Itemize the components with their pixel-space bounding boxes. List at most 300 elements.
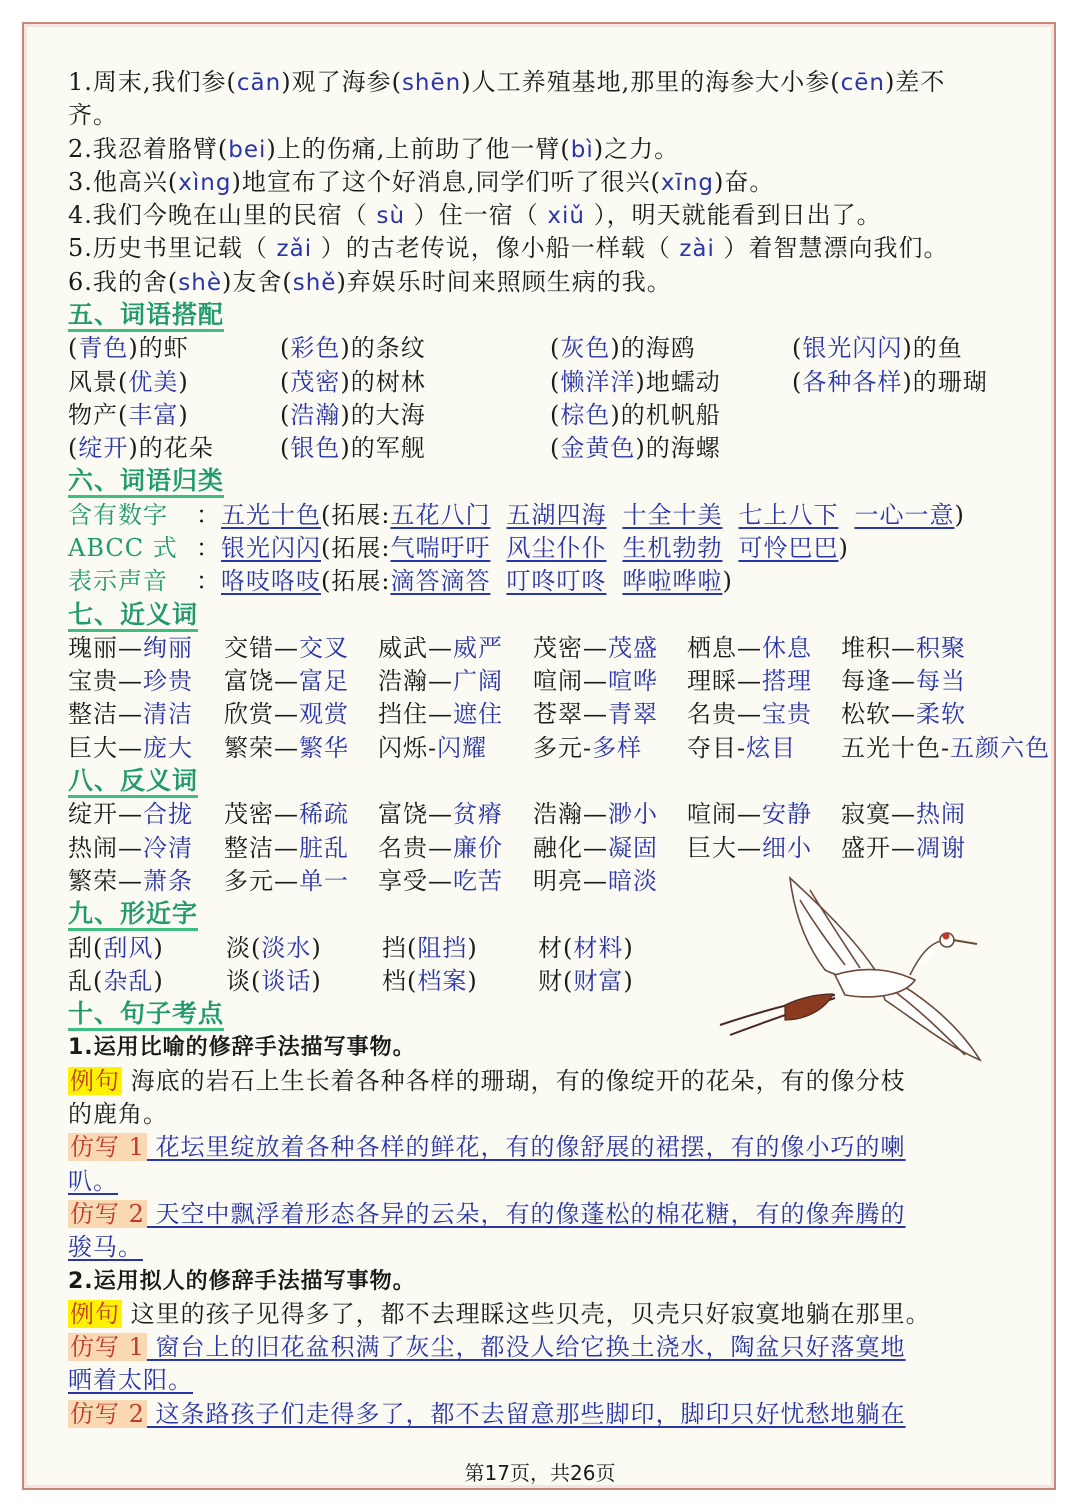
word-right: 积聚 (916, 633, 966, 662)
word-left: 苍翠— (533, 700, 608, 729)
char-text: ) (467, 966, 478, 995)
word-right: 吃苦 (453, 866, 503, 895)
match-text: ( (550, 400, 561, 429)
word-right: 绚丽 (143, 633, 193, 662)
match-answer: 灰色 (560, 334, 611, 363)
word-left: 每逢— (841, 667, 916, 696)
word-pair (533, 632, 658, 665)
word-left: 喧闹— (533, 667, 608, 696)
char-word: 刮风 (103, 933, 154, 962)
word-left: 繁荣— (224, 733, 299, 762)
word-pair (533, 698, 658, 731)
imitation-text: 这条路孩子们走得多了，都不去留意那些脚印，脚印只好忧愁地躺在 (146, 1399, 906, 1428)
sentence-text: )上的伤痛,上前助了他一臂( (266, 134, 571, 163)
word-right: 细小 (762, 833, 812, 862)
page-number: 第17页，共26页 (464, 1461, 616, 1485)
sentence-text: )差不 (884, 68, 946, 96)
word-right: 威严 (453, 633, 503, 662)
pinyin: bì (570, 136, 594, 163)
section-6-title: 六、词语归类 (68, 467, 224, 498)
match-text: ( (280, 334, 291, 363)
word-right: 珍贵 (143, 667, 193, 696)
category-main-word: 咯吱咯吱 (221, 567, 321, 596)
section-7-title-row (68, 599, 1018, 632)
match-text: )的机帆船 (610, 400, 721, 429)
extend-word: 七上八下 (738, 500, 839, 529)
synonym-grid (68, 632, 1051, 765)
pinyin: sù (376, 203, 406, 230)
match-text: ( (68, 434, 79, 463)
extend-label: (拓展: (321, 500, 391, 529)
word-left: 融化— (533, 833, 608, 862)
word-match-item (550, 432, 721, 465)
sentence-text: )人工养殖基地,那里的海参大小参( (461, 68, 841, 96)
match-answer: 优美 (128, 367, 179, 396)
match-text: )的虾 (128, 334, 189, 363)
match-answer: 银光闪闪 (802, 334, 903, 363)
char-text: ) (623, 933, 634, 962)
similar-char-item (538, 932, 634, 965)
word-match-item (792, 332, 963, 365)
word-pair (224, 698, 349, 731)
sentence-text: )奋。 (714, 167, 775, 196)
match-text: )的花朵 (128, 434, 214, 463)
word-right: 脏乱 (299, 833, 349, 862)
word-left: 热闹— (68, 833, 143, 862)
char-text: ) (623, 966, 634, 995)
word-left: 瑰丽— (68, 633, 143, 662)
sentence-text: 1.周末,我们参( (68, 68, 237, 96)
word-pair (378, 798, 503, 831)
word-right: 茂盛 (608, 633, 658, 662)
char-word: 淡水 (261, 933, 312, 962)
sentence-text: 3.他高兴( (68, 167, 179, 196)
extend-word: 十全十美 (622, 500, 723, 529)
example-tag: 例句 (70, 1066, 120, 1095)
char-text: 档( (382, 966, 418, 995)
colon: ： (196, 533, 221, 562)
match-text: )的军舰 (340, 434, 426, 463)
word-left: 绽开— (68, 800, 143, 829)
word-match-item (550, 366, 721, 399)
word-left: 欣赏— (224, 700, 299, 729)
similar-char-item (226, 965, 322, 998)
word-left: 享受— (378, 866, 453, 895)
pinyin: shè (178, 269, 222, 296)
word-left: 交错— (224, 633, 299, 662)
polyphone-line (68, 166, 1018, 199)
example-sentence-1-cont: 的鹿角。 (68, 1100, 168, 1129)
match-text: )的树林 (340, 367, 426, 396)
word-left: 富饶— (378, 800, 453, 829)
match-answer: 茂密 (290, 367, 341, 396)
sentence-text: ）的古老传说，像小船一样载（ (312, 234, 680, 263)
word-right: 炫目 (746, 733, 797, 762)
word-left: 茂密— (224, 800, 299, 829)
char-text: 谈( (226, 966, 262, 995)
word-pair (68, 832, 193, 865)
match-text: 风景( (68, 367, 129, 396)
extend-close: ) (722, 567, 733, 596)
sentence-text: )友舍( (221, 267, 293, 296)
category-label: 含有数字 (68, 500, 168, 529)
word-pair-row (68, 698, 1018, 731)
word-left: 夺目- (687, 733, 747, 762)
word-right: 清洁 (143, 700, 193, 729)
match-text: )的珊瑚 (902, 367, 988, 396)
example-tag: 例句 (70, 1299, 120, 1328)
polyphone-section (68, 66, 1018, 299)
word-pair (841, 698, 966, 731)
polyphone-line (68, 133, 1018, 166)
char-text: ) (467, 933, 478, 962)
rhetoric-heading-2: 2.运用拟人的修辞手法描写事物。 (68, 1268, 416, 1294)
section-10-title: 十、句子考点 (68, 1000, 224, 1031)
word-left: 整洁— (68, 700, 143, 729)
word-pair (687, 632, 812, 665)
section-5-title: 五、词语搭配 (68, 301, 224, 332)
word-match-item (792, 366, 988, 399)
match-text: ( (280, 367, 291, 396)
word-match-item (280, 332, 426, 365)
match-answer: 各种各样 (802, 367, 903, 396)
word-left: 五光十色- (841, 733, 951, 762)
example-sentence-2 (68, 1298, 1018, 1331)
word-pair (224, 832, 349, 865)
char-text: 挡( (382, 933, 418, 962)
pinyin: zǎi (276, 236, 313, 263)
word-left: 浩瀚— (378, 667, 453, 696)
word-pair (378, 665, 503, 698)
word-right: 暗淡 (608, 866, 658, 895)
char-word: 阻挡 (417, 933, 468, 962)
match-text: )地蠕动 (635, 367, 721, 396)
sentence-text: ），明天就能看到日出了。 (584, 201, 882, 230)
polyphone-line (68, 266, 1018, 299)
page-content (68, 66, 1051, 1431)
word-match-item (550, 399, 721, 432)
imitation-1-2-cont (68, 1231, 1018, 1264)
char-word: 档案 (417, 966, 468, 995)
polyphone-line (68, 66, 1018, 99)
word-pair (224, 732, 349, 765)
word-right: 休息 (762, 633, 812, 662)
word-pair (68, 665, 193, 698)
imitation-text: 叭。 (68, 1166, 118, 1195)
imitation-1-1 (68, 1131, 1018, 1164)
word-right: 热闹 (916, 800, 966, 829)
pinyin: cān (236, 70, 282, 96)
word-right: 广阔 (453, 667, 503, 696)
category-row (68, 499, 1018, 532)
extend-word: 五花八门 (390, 500, 491, 529)
extend-close: ) (954, 500, 965, 529)
word-pair (68, 632, 193, 665)
word-pair-row (68, 732, 1051, 765)
word-left: 多元- (533, 733, 593, 762)
word-pair (687, 665, 812, 698)
similar-char-item (226, 932, 322, 965)
match-answer: 银色 (290, 434, 341, 463)
match-text: )的海螺 (635, 434, 721, 463)
match-answer: 丰富 (128, 400, 179, 429)
char-text: ) (311, 966, 322, 995)
word-left: 挡住— (378, 700, 453, 729)
word-pair (378, 632, 503, 665)
sentence-text: ）住一宿（ (405, 201, 548, 230)
similar-char-item (68, 965, 164, 998)
word-pair (841, 832, 966, 865)
sentence-text: 齐。 (68, 101, 118, 130)
word-pair (68, 865, 193, 898)
word-right: 五颜六色 (950, 733, 1051, 762)
word-match-item (280, 399, 426, 432)
char-text: 乱( (68, 966, 104, 995)
word-left: 明亮— (533, 866, 608, 895)
word-right: 萧条 (143, 866, 193, 895)
word-match-item (280, 366, 426, 399)
word-right: 观赏 (299, 700, 349, 729)
word-pair (68, 698, 193, 731)
match-text: ( (280, 434, 291, 463)
imitation-tag: 仿写 2 (70, 1399, 145, 1428)
sentence-text: )之力。 (593, 134, 680, 163)
colon: ： (196, 567, 221, 596)
word-pair-row (68, 632, 1018, 665)
char-text: ) (153, 966, 164, 995)
word-pair (224, 632, 349, 665)
sentence-text: 6.我的舍( (68, 267, 179, 296)
imitation-tag: 仿写 1 (70, 1333, 145, 1362)
match-text: ( (550, 367, 561, 396)
word-left: 宝贵— (68, 667, 143, 696)
similar-char-item (382, 965, 478, 998)
imitation-1-1-cont (68, 1165, 1018, 1198)
match-text: ( (550, 434, 561, 463)
example-text: 这里的孩子见得多了，都不去理睬这些贝壳，贝壳只好寂寞地躺在那里。 (122, 1299, 931, 1328)
word-left: 堆积— (841, 633, 916, 662)
word-right: 凝固 (608, 833, 658, 862)
word-match-item (550, 332, 696, 365)
extend-word: 气喘吁吁 (390, 533, 491, 562)
word-pair (68, 798, 193, 831)
word-left: 多元— (224, 866, 299, 895)
pinyin: zài (679, 236, 715, 263)
match-answer: 金黄色 (560, 434, 636, 463)
polyphone-line (68, 199, 1018, 232)
word-right: 喧哗 (608, 667, 658, 696)
word-match-grid (68, 332, 1018, 465)
word-match-item (68, 332, 189, 365)
char-text: 刮( (68, 933, 104, 962)
match-answer: 棕色 (560, 400, 611, 429)
word-category-list (68, 499, 1018, 599)
word-match-item (68, 366, 189, 399)
crane-illustration (715, 870, 1015, 1070)
extend-word: 叮咚叮咚 (506, 567, 607, 596)
pinyin: xìng (178, 169, 232, 196)
word-right: 宝贵 (762, 700, 812, 729)
match-text: ( (792, 367, 803, 396)
word-pair (224, 798, 349, 831)
word-right: 凋谢 (916, 833, 966, 862)
word-pair (378, 698, 503, 731)
section-9-title: 九、形近字 (68, 900, 198, 931)
sentence-text: )观了海参( (281, 68, 402, 96)
pinyin: shě (292, 269, 337, 296)
similar-char-item (538, 965, 634, 998)
word-right: 贫瘠 (453, 800, 503, 829)
imitation-2-1-cont (68, 1364, 1018, 1397)
pinyin: xīng (660, 169, 714, 196)
match-text: )的条纹 (340, 334, 426, 363)
char-text: ) (153, 933, 164, 962)
word-pair (841, 632, 966, 665)
imitation-tag: 仿写 1 (70, 1133, 145, 1162)
similar-char-item (382, 932, 478, 965)
extend-word: 可怜巴巴 (738, 533, 839, 562)
imitation-text: 天空中飘浮着形态各异的云朵，有的像蓬松的棉花糖，有的像奔腾的 (146, 1199, 906, 1228)
extend-label: (拓展: (321, 533, 391, 562)
extend-close: ) (838, 533, 849, 562)
word-left: 盛开— (841, 833, 916, 862)
word-right: 庞大 (143, 733, 193, 762)
sentence-text: )弃娱乐时间来照顾生病的我。 (336, 267, 672, 296)
word-right: 青翠 (608, 700, 658, 729)
match-answer: 青色 (78, 334, 129, 363)
word-pair (533, 832, 658, 865)
rhetoric-heading-1: 1.运用比喻的修辞手法描写事物。 (68, 1035, 416, 1061)
word-match-item (68, 432, 214, 465)
char-text: 财( (538, 966, 574, 995)
imitation-2-2 (68, 1398, 1018, 1431)
match-text: ( (792, 334, 803, 363)
word-left: 茂密— (533, 633, 608, 662)
word-left: 整洁— (224, 833, 299, 862)
word-left: 栖息— (687, 633, 762, 662)
match-text: 物产( (68, 400, 129, 429)
match-answer: 绽开 (78, 434, 129, 463)
word-right: 冷清 (143, 833, 193, 862)
char-word: 谈话 (261, 966, 312, 995)
match-text: ( (68, 334, 79, 363)
word-right: 安静 (762, 800, 812, 829)
word-pair-row (68, 798, 1018, 831)
word-right: 交叉 (299, 633, 349, 662)
sentence-text: 2.我忍着胳臂( (68, 134, 229, 163)
word-pair-row (68, 832, 1018, 865)
word-right: 柔软 (916, 700, 966, 729)
category-main-word: 银光闪闪 (221, 533, 321, 562)
match-text: )的大海 (340, 400, 426, 429)
polyphone-line (68, 99, 1018, 132)
word-right: 搭理 (762, 667, 812, 696)
extend-word: 一心一意 (854, 500, 955, 529)
sentence-text: ）着智慧漂向我们。 (714, 234, 949, 263)
word-left: 巨大— (687, 833, 762, 862)
word-pair (533, 798, 658, 831)
word-left: 寂寞— (841, 800, 916, 829)
section-8-title: 八、反义词 (68, 767, 198, 798)
char-text: 淡( (226, 933, 262, 962)
imitation-2-1 (68, 1331, 1018, 1364)
category-row (68, 532, 1018, 565)
colon: ： (196, 500, 221, 529)
sentence-text: 4.我们今晚在山里的民宿（ (68, 201, 377, 230)
match-answer: 浩瀚 (290, 400, 341, 429)
match-text: ) (178, 400, 189, 429)
category-label: ABCC 式 (68, 533, 178, 562)
char-word: 材料 (573, 933, 624, 962)
word-pair-row (68, 665, 1018, 698)
word-right: 廉价 (453, 833, 503, 862)
extend-word: 滴答滴答 (390, 567, 491, 596)
word-left: 喧闹— (687, 800, 762, 829)
extend-word: 五湖四海 (506, 500, 607, 529)
word-left: 浩瀚— (533, 800, 608, 829)
section-6-title-row (68, 465, 1018, 498)
imitation-text: 窗台上的旧花盆积满了灰尘，都没人给它换土浇水，陶盆只好落寞地 (146, 1333, 906, 1362)
pinyin: cēn (840, 70, 885, 96)
match-text: ) (178, 367, 189, 396)
polyphone-line (68, 232, 1018, 265)
match-answer: 懒洋洋 (560, 367, 636, 396)
extend-word: 风尘仆仆 (506, 533, 607, 562)
imitation-text: 晒着太阳。 (68, 1366, 193, 1395)
imitation-text: 花坛里绽放着各种各样的鲜花，有的像舒展的裙摆，有的像小巧的喇 (146, 1133, 906, 1162)
section-5-title-row (68, 299, 1018, 332)
extend-word: 哗啦哗啦 (622, 567, 723, 596)
similar-char-item (68, 932, 164, 965)
word-pair (841, 732, 1050, 765)
match-text: )的海鸥 (610, 334, 696, 363)
word-right: 渺小 (608, 800, 658, 829)
extend-word: 生机勃勃 (622, 533, 723, 562)
match-answer: 彩色 (290, 334, 341, 363)
section-8-title-row (68, 765, 1018, 798)
word-pair (224, 665, 349, 698)
word-pair (687, 832, 812, 865)
word-pair (533, 665, 658, 698)
word-right: 多样 (592, 733, 643, 762)
category-main-word: 五光十色 (221, 500, 321, 529)
word-pair (533, 865, 658, 898)
word-left: 理睬— (687, 667, 762, 696)
word-right: 稀疏 (299, 800, 349, 829)
extend-label: (拓展: (321, 567, 391, 596)
word-match-item (68, 399, 189, 432)
char-text: 材( (538, 933, 574, 962)
sentence-text: )地宣布了这个好消息,同学们听了很兴( (231, 167, 661, 196)
word-right: 合拢 (143, 800, 193, 829)
word-pair (687, 732, 796, 765)
sentence-text: 5.历史书里记载（ (68, 234, 277, 263)
word-pair (841, 798, 966, 831)
imitation-1-2 (68, 1198, 1018, 1231)
word-left: 名贵— (687, 700, 762, 729)
word-left: 巨大— (68, 733, 143, 762)
pinyin: bei (228, 136, 267, 163)
word-pair (841, 665, 966, 698)
word-pair (533, 732, 642, 765)
char-word: 杂乱 (103, 966, 154, 995)
word-right: 闪耀 (437, 733, 488, 762)
match-text: ( (280, 400, 291, 429)
word-right: 单一 (299, 866, 349, 895)
word-pair (378, 832, 503, 865)
word-left: 富饶— (224, 667, 299, 696)
example-text: 海底的岩石上生长着各种各样的珊瑚，有的像绽开的花朵，有的像分枝 (122, 1066, 906, 1095)
